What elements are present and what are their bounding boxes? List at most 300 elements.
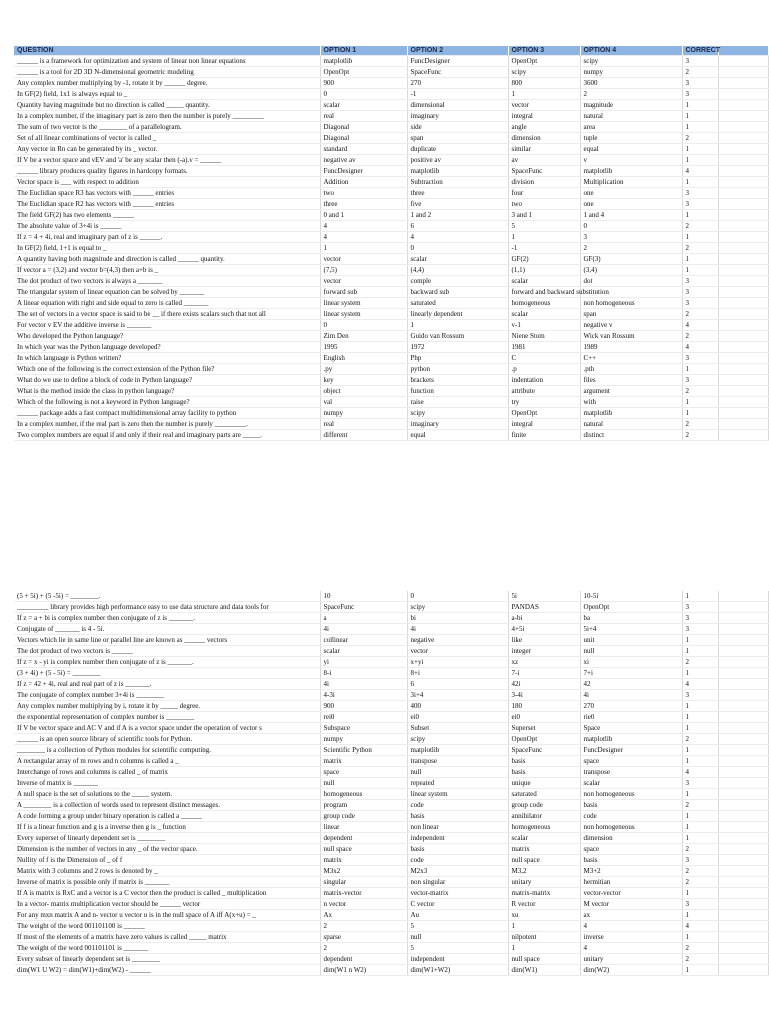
option-2-cell[interactable]: raise bbox=[407, 397, 508, 408]
question-cell[interactable]: Every subset of linearly dependent set is ________ bbox=[14, 954, 320, 965]
empty-cell[interactable] bbox=[718, 855, 768, 866]
option-2-cell[interactable]: negative bbox=[407, 635, 508, 646]
option-2-cell[interactable]: x+yi bbox=[407, 657, 508, 668]
option-4-cell[interactable]: FuncDesigner bbox=[580, 745, 682, 756]
option-1-cell[interactable]: linear bbox=[320, 822, 407, 833]
option-4-cell[interactable]: ba bbox=[580, 613, 682, 624]
empty-cell[interactable] bbox=[718, 690, 768, 701]
question-cell[interactable]: Nullity of f is the Dimension of _ of f bbox=[14, 855, 320, 866]
option-4-cell[interactable]: space bbox=[580, 844, 682, 855]
option-2-cell[interactable]: code bbox=[407, 855, 508, 866]
option-4-cell[interactable]: scipy bbox=[580, 56, 682, 67]
option-1-cell[interactable]: matrix-vector bbox=[320, 888, 407, 899]
correct-answer-cell[interactable]: 3 bbox=[682, 613, 718, 624]
option-4-cell[interactable]: 4 bbox=[580, 943, 682, 954]
option-4-cell[interactable]: .pth bbox=[580, 364, 682, 375]
option-1-cell[interactable]: matrix bbox=[320, 855, 407, 866]
option-2-cell[interactable]: duplicate bbox=[407, 144, 508, 155]
option-3-cell[interactable]: forward and backward substitution bbox=[508, 287, 580, 298]
option-3-cell[interactable]: 5 bbox=[508, 221, 580, 232]
option-4-cell[interactable]: Multiplication bbox=[580, 177, 682, 188]
option-3-cell[interactable]: integral bbox=[508, 111, 580, 122]
option-4-cell[interactable]: unit bbox=[580, 635, 682, 646]
question-cell[interactable]: The triangular system of linear equation can be solved by _______ bbox=[14, 287, 320, 298]
correct-answer-cell[interactable]: 3 bbox=[682, 276, 718, 287]
empty-cell[interactable] bbox=[718, 954, 768, 965]
question-cell[interactable]: The dot product of two vectors is ______ bbox=[14, 646, 320, 657]
correct-answer-cell[interactable]: 1 bbox=[682, 723, 718, 734]
question-cell[interactable]: In a complex number, if the real part is zero then the number is purely _________. bbox=[14, 419, 320, 430]
option-2-cell[interactable]: 0 bbox=[407, 591, 508, 602]
option-1-cell[interactable]: real bbox=[320, 419, 407, 430]
option-3-cell[interactable]: xz bbox=[508, 657, 580, 668]
option-2-cell[interactable]: vector-matrix bbox=[407, 888, 508, 899]
option-2-cell[interactable]: null bbox=[407, 767, 508, 778]
question-cell[interactable]: _________ library provides high performance easy to use data structure and data tools for bbox=[14, 602, 320, 613]
option-3-cell[interactable]: 3-4i bbox=[508, 690, 580, 701]
option-1-cell[interactable]: linear system bbox=[320, 309, 407, 320]
correct-answer-cell[interactable]: 1 bbox=[682, 811, 718, 822]
question-cell[interactable]: Every superset of linearly dependent set is ________ bbox=[14, 833, 320, 844]
correct-answer-cell[interactable]: 2 bbox=[682, 844, 718, 855]
option-2-cell[interactable]: M2x3 bbox=[407, 866, 508, 877]
correct-answer-cell[interactable]: 4 bbox=[682, 767, 718, 778]
option-4-cell[interactable]: dimension bbox=[580, 833, 682, 844]
question-cell[interactable]: The weight of the word 001101100 is ______ bbox=[14, 921, 320, 932]
empty-cell[interactable] bbox=[718, 833, 768, 844]
question-cell[interactable]: The conjugate of complex number 3+4i is ________ bbox=[14, 690, 320, 701]
question-cell[interactable]: The Euclidian space R2 has vectors with ______ entries bbox=[14, 199, 320, 210]
option-4-cell[interactable]: 2 bbox=[580, 243, 682, 254]
option-1-cell[interactable]: 4 bbox=[320, 232, 407, 243]
option-3-cell[interactable]: v-1 bbox=[508, 320, 580, 331]
empty-cell[interactable] bbox=[718, 122, 768, 133]
empty-cell[interactable] bbox=[718, 646, 768, 657]
option-2-cell[interactable]: code bbox=[407, 800, 508, 811]
question-cell[interactable]: In which year was the Python language developed? bbox=[14, 342, 320, 353]
option-3-cell[interactable]: division bbox=[508, 177, 580, 188]
empty-cell[interactable] bbox=[718, 745, 768, 756]
option-1-cell[interactable]: dependent bbox=[320, 833, 407, 844]
option-2-cell[interactable]: linearly dependent bbox=[407, 309, 508, 320]
correct-answer-cell[interactable]: 1 bbox=[682, 932, 718, 943]
question-cell[interactable]: (3 + 4i) + (5 - 5i) = ________ bbox=[14, 668, 320, 679]
question-cell[interactable]: Which of the following is not a keyword in Python language? bbox=[14, 397, 320, 408]
option-1-cell[interactable]: yi bbox=[320, 657, 407, 668]
empty-cell[interactable] bbox=[718, 723, 768, 734]
option-4-cell[interactable]: 4 bbox=[580, 921, 682, 932]
option-3-cell[interactable]: two bbox=[508, 199, 580, 210]
option-1-cell[interactable]: OpenOpt bbox=[320, 67, 407, 78]
empty-cell[interactable] bbox=[718, 375, 768, 386]
option-3-cell[interactable]: OpenOpt bbox=[508, 56, 580, 67]
option-3-cell[interactable]: integer bbox=[508, 646, 580, 657]
option-3-cell[interactable]: ei0 bbox=[508, 712, 580, 723]
correct-answer-cell[interactable]: 2 bbox=[682, 243, 718, 254]
option-2-cell[interactable]: 4 bbox=[407, 232, 508, 243]
correct-answer-cell[interactable]: 1 bbox=[682, 833, 718, 844]
option-1-cell[interactable]: 2 bbox=[320, 921, 407, 932]
question-cell[interactable]: In a complex number, if the imaginary part is zero then the number is purely _________ bbox=[14, 111, 320, 122]
option-2-cell[interactable]: 1972 bbox=[407, 342, 508, 353]
empty-cell[interactable] bbox=[718, 811, 768, 822]
header-question[interactable]: QUESTION bbox=[14, 46, 320, 56]
option-2-cell[interactable]: SpaceFunc bbox=[407, 67, 508, 78]
correct-answer-cell[interactable]: 3 bbox=[682, 298, 718, 309]
option-4-cell[interactable]: natural bbox=[580, 419, 682, 430]
option-1-cell[interactable]: scalar bbox=[320, 646, 407, 657]
correct-answer-cell[interactable]: 1 bbox=[682, 397, 718, 408]
option-1-cell[interactable]: Addition bbox=[320, 177, 407, 188]
option-2-cell[interactable]: dim(W1+W2) bbox=[407, 965, 508, 976]
question-cell[interactable]: ______ library produces quality figures in hardcopy formats. bbox=[14, 166, 320, 177]
option-1-cell[interactable]: negative av bbox=[320, 155, 407, 166]
option-3-cell[interactable]: unique bbox=[508, 778, 580, 789]
option-1-cell[interactable]: program bbox=[320, 800, 407, 811]
option-2-cell[interactable]: non linear bbox=[407, 822, 508, 833]
option-2-cell[interactable]: vector bbox=[407, 646, 508, 657]
empty-cell[interactable] bbox=[718, 965, 768, 976]
option-4-cell[interactable]: equal bbox=[580, 144, 682, 155]
question-cell[interactable]: ______ is a framework for optimization and system of linear non linear equations bbox=[14, 56, 320, 67]
correct-answer-cell[interactable]: 4 bbox=[682, 679, 718, 690]
option-2-cell[interactable]: brackets bbox=[407, 375, 508, 386]
option-2-cell[interactable]: matplotlib bbox=[407, 745, 508, 756]
empty-cell[interactable] bbox=[718, 419, 768, 430]
option-4-cell[interactable]: 270 bbox=[580, 701, 682, 712]
option-3-cell[interactable]: attribute bbox=[508, 386, 580, 397]
correct-answer-cell[interactable]: 1 bbox=[682, 254, 718, 265]
option-4-cell[interactable]: hermitian bbox=[580, 877, 682, 888]
option-2-cell[interactable]: Subset bbox=[407, 723, 508, 734]
question-cell[interactable]: If f is a linear function and g is a inverse then g is _ function bbox=[14, 822, 320, 833]
correct-answer-cell[interactable]: 2 bbox=[682, 800, 718, 811]
option-4-cell[interactable]: xi bbox=[580, 657, 682, 668]
question-cell[interactable]: Any complex number multiplying by i, rotate it by _____ degree. bbox=[14, 701, 320, 712]
question-cell[interactable]: Inverse of matrix is possible only if matrix is _______ bbox=[14, 877, 320, 888]
option-3-cell[interactable]: 1 bbox=[508, 232, 580, 243]
empty-cell[interactable] bbox=[718, 624, 768, 635]
empty-cell[interactable] bbox=[718, 778, 768, 789]
option-4-cell[interactable]: inverse bbox=[580, 932, 682, 943]
empty-cell[interactable] bbox=[718, 397, 768, 408]
option-4-cell[interactable]: 42 bbox=[580, 679, 682, 690]
option-4-cell[interactable]: Wick van Rossum bbox=[580, 331, 682, 342]
correct-answer-cell[interactable]: 3 bbox=[682, 199, 718, 210]
empty-cell[interactable] bbox=[718, 265, 768, 276]
option-4-cell[interactable]: 1989 bbox=[580, 342, 682, 353]
option-1-cell[interactable]: English bbox=[320, 353, 407, 364]
header-option-1[interactable]: OPTION 1 bbox=[320, 46, 407, 56]
question-cell[interactable]: In GF(2) field, 1x1 is always equal to _ bbox=[14, 89, 320, 100]
option-4-cell[interactable]: area bbox=[580, 122, 682, 133]
option-2-cell[interactable]: 8+i bbox=[407, 668, 508, 679]
empty-cell[interactable] bbox=[718, 353, 768, 364]
option-3-cell[interactable]: Niene Stom bbox=[508, 331, 580, 342]
correct-answer-cell[interactable]: 2 bbox=[682, 954, 718, 965]
option-2-cell[interactable]: imaginary bbox=[407, 111, 508, 122]
option-4-cell[interactable]: 0 bbox=[580, 221, 682, 232]
option-4-cell[interactable]: vector-vector bbox=[580, 888, 682, 899]
option-2-cell[interactable]: independent bbox=[407, 833, 508, 844]
option-2-cell[interactable]: basis bbox=[407, 844, 508, 855]
question-cell[interactable]: Vector space is ___ with respect to addition bbox=[14, 177, 320, 188]
option-3-cell[interactable]: SpaceFunc bbox=[508, 166, 580, 177]
option-2-cell[interactable]: backward sub bbox=[407, 287, 508, 298]
option-4-cell[interactable]: C++ bbox=[580, 353, 682, 364]
empty-cell[interactable] bbox=[718, 67, 768, 78]
question-cell[interactable]: (5 + 5i) + (5 -5i) = ________. bbox=[14, 591, 320, 602]
option-1-cell[interactable]: a bbox=[320, 613, 407, 624]
question-cell[interactable]: A rectangular array of m rows and n columns is called a _ bbox=[14, 756, 320, 767]
question-cell[interactable]: Dimension is the number of vectors in any _ of the vector space. bbox=[14, 844, 320, 855]
question-cell[interactable]: If V be vector space and AC V and if A is a vector space under the operation of vector s bbox=[14, 723, 320, 734]
empty-cell[interactable] bbox=[718, 657, 768, 668]
option-2-cell[interactable]: imaginary bbox=[407, 419, 508, 430]
question-cell[interactable]: If z = 42 + 4i, real and real part of z is _______. bbox=[14, 679, 320, 690]
option-1-cell[interactable]: object bbox=[320, 386, 407, 397]
question-cell[interactable]: dim(W1 U W2) = dim(W1)+dim(W2) - ______ bbox=[14, 965, 320, 976]
correct-answer-cell[interactable]: 2 bbox=[682, 877, 718, 888]
option-2-cell[interactable]: basis bbox=[407, 811, 508, 822]
correct-answer-cell[interactable]: 1 bbox=[682, 789, 718, 800]
option-3-cell[interactable]: M3,2 bbox=[508, 866, 580, 877]
question-cell[interactable]: For any mxn matrix A and n- vector u vector u is in the null space of A iff A(x+u) = _ bbox=[14, 910, 320, 921]
option-3-cell[interactable]: 42i bbox=[508, 679, 580, 690]
option-4-cell[interactable]: v bbox=[580, 155, 682, 166]
option-3-cell[interactable]: 1 bbox=[508, 943, 580, 954]
option-3-cell[interactable]: scalar bbox=[508, 833, 580, 844]
correct-answer-cell[interactable]: 1 bbox=[682, 591, 718, 602]
question-cell[interactable]: What is the method inside the class in python language? bbox=[14, 386, 320, 397]
question-cell[interactable]: The weight of the word 001101101 is _______ bbox=[14, 943, 320, 954]
correct-answer-cell[interactable]: 2 bbox=[682, 309, 718, 320]
empty-cell[interactable] bbox=[718, 56, 768, 67]
question-cell[interactable]: If z = 4 + 4i, real and imaginary part of z is ______. bbox=[14, 232, 320, 243]
option-1-cell[interactable]: dependent bbox=[320, 954, 407, 965]
option-3-cell[interactable]: 1 bbox=[508, 921, 580, 932]
correct-answer-cell[interactable]: 1 bbox=[682, 712, 718, 723]
correct-answer-cell[interactable]: 2 bbox=[682, 866, 718, 877]
option-2-cell[interactable]: (4,4) bbox=[407, 265, 508, 276]
empty-cell[interactable] bbox=[718, 89, 768, 100]
option-1-cell[interactable]: real bbox=[320, 111, 407, 122]
option-4-cell[interactable]: unitary bbox=[580, 954, 682, 965]
header-option-2[interactable]: OPTION 2 bbox=[407, 46, 508, 56]
option-4-cell[interactable]: 3 bbox=[580, 232, 682, 243]
option-3-cell[interactable]: null space bbox=[508, 954, 580, 965]
option-3-cell[interactable]: av bbox=[508, 155, 580, 166]
header-option-3[interactable]: OPTION 3 bbox=[508, 46, 580, 56]
option-2-cell[interactable]: comple bbox=[407, 276, 508, 287]
option-1-cell[interactable]: different bbox=[320, 430, 407, 441]
empty-cell[interactable] bbox=[718, 910, 768, 921]
option-2-cell[interactable]: 4i bbox=[407, 624, 508, 635]
option-2-cell[interactable]: 1 and 2 bbox=[407, 210, 508, 221]
question-cell[interactable]: The set of vectors in a vector space is said to be __ if there exists scalars such that not all bbox=[14, 309, 320, 320]
question-cell[interactable]: If z = a + bi is complex number then conjugate of z is _______. bbox=[14, 613, 320, 624]
empty-cell[interactable] bbox=[718, 166, 768, 177]
option-2-cell[interactable]: scalar bbox=[407, 254, 508, 265]
correct-answer-cell[interactable]: 3 bbox=[682, 602, 718, 613]
option-2-cell[interactable]: -1 bbox=[407, 89, 508, 100]
correct-answer-cell[interactable]: 3 bbox=[682, 778, 718, 789]
option-4-cell[interactable]: numpy bbox=[580, 67, 682, 78]
question-cell[interactable]: A null space is the set of solutions to the _____ system. bbox=[14, 789, 320, 800]
empty-cell[interactable] bbox=[718, 320, 768, 331]
empty-cell[interactable] bbox=[718, 701, 768, 712]
empty-cell[interactable] bbox=[718, 844, 768, 855]
question-cell[interactable]: A code forming a group under binary operation is called a ______ bbox=[14, 811, 320, 822]
option-4-cell[interactable]: ax bbox=[580, 910, 682, 921]
option-2-cell[interactable]: 5 bbox=[407, 943, 508, 954]
correct-answer-cell[interactable]: 1 bbox=[682, 756, 718, 767]
question-cell[interactable]: ______ is a tool for 2D 3D N-dimensional geometric modeling bbox=[14, 67, 320, 78]
empty-cell[interactable] bbox=[718, 100, 768, 111]
correct-answer-cell[interactable]: 2 bbox=[682, 430, 718, 441]
correct-answer-cell[interactable]: 1 bbox=[682, 668, 718, 679]
correct-answer-cell[interactable]: 2 bbox=[682, 386, 718, 397]
question-cell[interactable]: The Euclidian space R3 has vectors with ______ entries bbox=[14, 188, 320, 199]
correct-answer-cell[interactable]: 1 bbox=[682, 232, 718, 243]
empty-cell[interactable] bbox=[718, 144, 768, 155]
correct-answer-cell[interactable]: 1 bbox=[682, 210, 718, 221]
empty-cell[interactable] bbox=[718, 364, 768, 375]
empty-cell[interactable] bbox=[718, 254, 768, 265]
option-1-cell[interactable]: Scientific Python bbox=[320, 745, 407, 756]
question-cell[interactable]: If vector a = (3,2) and vector b=(4,3) then a+b is _ bbox=[14, 265, 320, 276]
empty-cell[interactable] bbox=[718, 602, 768, 613]
question-cell[interactable]: Two complex numbers are equal if and only if their real and imaginary parts are _____. bbox=[14, 430, 320, 441]
option-1-cell[interactable]: 1 bbox=[320, 243, 407, 254]
correct-answer-cell[interactable]: 3 bbox=[682, 899, 718, 910]
question-cell[interactable]: For vector v EV the additive inverse is _______ bbox=[14, 320, 320, 331]
correct-answer-cell[interactable]: 3 bbox=[682, 690, 718, 701]
option-2-cell[interactable]: non singular bbox=[407, 877, 508, 888]
correct-answer-cell[interactable]: 2 bbox=[682, 943, 718, 954]
option-4-cell[interactable]: Space bbox=[580, 723, 682, 734]
option-4-cell[interactable]: scalar bbox=[580, 778, 682, 789]
option-2-cell[interactable]: independent bbox=[407, 954, 508, 965]
empty-cell[interactable] bbox=[718, 342, 768, 353]
option-2-cell[interactable]: Subtraction bbox=[407, 177, 508, 188]
option-4-cell[interactable]: non homogeneous bbox=[580, 822, 682, 833]
option-3-cell[interactable]: angle bbox=[508, 122, 580, 133]
empty-cell[interactable] bbox=[718, 287, 768, 298]
empty-cell[interactable] bbox=[718, 932, 768, 943]
option-2-cell[interactable]: scipy bbox=[407, 602, 508, 613]
empty-cell[interactable] bbox=[718, 111, 768, 122]
option-2-cell[interactable]: 3i+4 bbox=[407, 690, 508, 701]
option-4-cell[interactable]: one bbox=[580, 188, 682, 199]
option-4-cell[interactable]: matplotlib bbox=[580, 166, 682, 177]
option-3-cell[interactable]: group code bbox=[508, 800, 580, 811]
option-3-cell[interactable]: integral bbox=[508, 419, 580, 430]
option-4-cell[interactable]: transpose bbox=[580, 767, 682, 778]
option-4-cell[interactable]: 10-5i bbox=[580, 591, 682, 602]
correct-answer-cell[interactable]: 1 bbox=[682, 745, 718, 756]
correct-answer-cell[interactable]: 1 bbox=[682, 177, 718, 188]
option-1-cell[interactable]: space bbox=[320, 767, 407, 778]
empty-cell[interactable] bbox=[718, 943, 768, 954]
option-4-cell[interactable]: space bbox=[580, 756, 682, 767]
empty-cell[interactable] bbox=[718, 298, 768, 309]
header-correct[interactable]: CORRECT bbox=[682, 46, 718, 56]
question-cell[interactable]: What do we use to define a block of code in Python language? bbox=[14, 375, 320, 386]
option-1-cell[interactable]: 0 bbox=[320, 89, 407, 100]
option-2-cell[interactable]: linear system bbox=[407, 789, 508, 800]
question-cell[interactable]: ________ is a collection of Python modules for scientific computing. bbox=[14, 745, 320, 756]
option-1-cell[interactable]: (7,5) bbox=[320, 265, 407, 276]
option-3-cell[interactable]: try bbox=[508, 397, 580, 408]
option-3-cell[interactable]: homogeneous bbox=[508, 298, 580, 309]
correct-answer-cell[interactable]: 3 bbox=[682, 287, 718, 298]
header-option-4[interactable]: OPTION 4 bbox=[580, 46, 682, 56]
option-4-cell[interactable]: 2 bbox=[580, 89, 682, 100]
correct-answer-cell[interactable]: 1 bbox=[682, 701, 718, 712]
option-1-cell[interactable]: M3x2 bbox=[320, 866, 407, 877]
option-1-cell[interactable]: Subspace bbox=[320, 723, 407, 734]
option-2-cell[interactable]: Php bbox=[407, 353, 508, 364]
question-cell[interactable]: Interchange of rows and columns is called _ of matrix bbox=[14, 767, 320, 778]
option-4-cell[interactable]: magnitude bbox=[580, 100, 682, 111]
option-2-cell[interactable]: function bbox=[407, 386, 508, 397]
option-4-cell[interactable]: code bbox=[580, 811, 682, 822]
option-3-cell[interactable]: scalar bbox=[508, 309, 580, 320]
option-1-cell[interactable]: standard bbox=[320, 144, 407, 155]
option-1-cell[interactable]: vector bbox=[320, 276, 407, 287]
option-2-cell[interactable]: equal bbox=[407, 430, 508, 441]
option-4-cell[interactable]: null bbox=[580, 646, 682, 657]
question-cell[interactable]: ______ is an open source library of scientific tools for Python. bbox=[14, 734, 320, 745]
question-cell[interactable]: A quantity having both magnitude and direction is called ______ quantity. bbox=[14, 254, 320, 265]
option-1-cell[interactable]: rei0 bbox=[320, 712, 407, 723]
option-3-cell[interactable]: PANDAS bbox=[508, 602, 580, 613]
option-2-cell[interactable]: 6 bbox=[407, 221, 508, 232]
option-1-cell[interactable]: three bbox=[320, 199, 407, 210]
correct-answer-cell[interactable]: 2 bbox=[682, 67, 718, 78]
option-3-cell[interactable]: null space bbox=[508, 855, 580, 866]
option-2-cell[interactable]: 5 bbox=[407, 921, 508, 932]
question-cell[interactable]: Matrix with 3 columns and 2 rows is denoted by _ bbox=[14, 866, 320, 877]
correct-answer-cell[interactable]: 1 bbox=[682, 408, 718, 419]
option-1-cell[interactable]: null space bbox=[320, 844, 407, 855]
option-1-cell[interactable]: key bbox=[320, 375, 407, 386]
empty-cell[interactable] bbox=[718, 276, 768, 287]
empty-cell[interactable] bbox=[718, 243, 768, 254]
correct-answer-cell[interactable]: 3 bbox=[682, 624, 718, 635]
option-3-cell[interactable]: SpaceFunc bbox=[508, 745, 580, 756]
option-4-cell[interactable]: distinct bbox=[580, 430, 682, 441]
option-1-cell[interactable]: Diagonal bbox=[320, 122, 407, 133]
option-4-cell[interactable]: files bbox=[580, 375, 682, 386]
option-4-cell[interactable]: M vector bbox=[580, 899, 682, 910]
option-2-cell[interactable]: positive av bbox=[407, 155, 508, 166]
option-2-cell[interactable]: scipy bbox=[407, 734, 508, 745]
correct-answer-cell[interactable]: 2 bbox=[682, 657, 718, 668]
option-1-cell[interactable]: matrix bbox=[320, 756, 407, 767]
option-4-cell[interactable]: non homogeneous bbox=[580, 298, 682, 309]
empty-cell[interactable] bbox=[718, 78, 768, 89]
question-cell[interactable]: Any complex number multiplying by -1, rotate it by ______ degree. bbox=[14, 78, 320, 89]
question-cell[interactable]: If most of the elements of a matrix have zero values is called _____ matrix bbox=[14, 932, 320, 943]
empty-cell[interactable] bbox=[718, 155, 768, 166]
option-1-cell[interactable]: numpy bbox=[320, 408, 407, 419]
option-1-cell[interactable]: collinear bbox=[320, 635, 407, 646]
option-4-cell[interactable]: M3+2 bbox=[580, 866, 682, 877]
option-3-cell[interactable]: 1981 bbox=[508, 342, 580, 353]
empty-cell[interactable] bbox=[718, 635, 768, 646]
